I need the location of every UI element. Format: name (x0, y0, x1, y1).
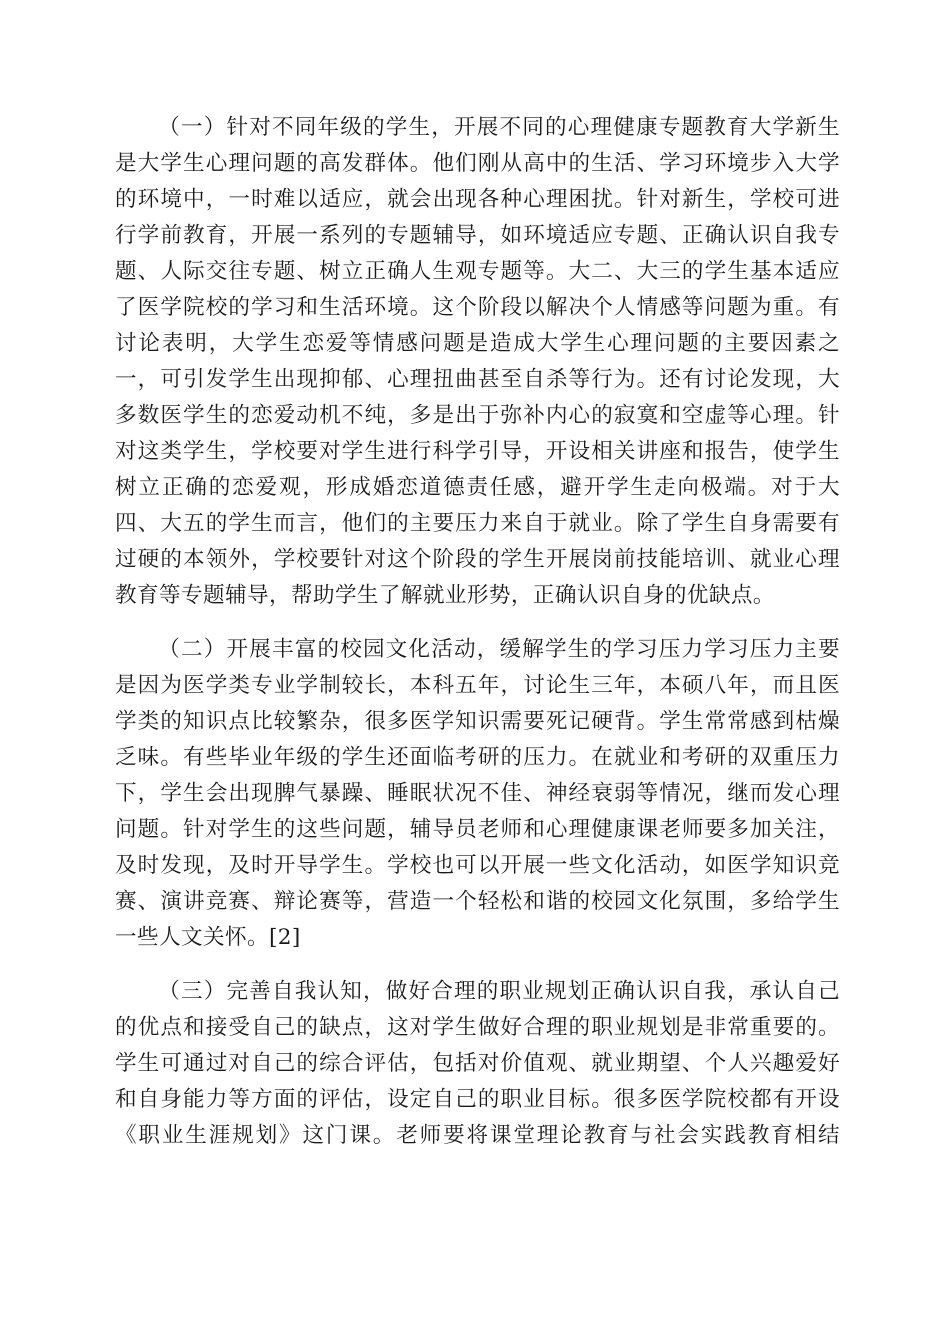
paragraph-1 (115, 110, 840, 614)
text-line: 和自身能力等方面的评估，设定自己的职业目标。很多医学院校都有开设 (115, 1087, 840, 1112)
text-line: 对这类学生，学校要对学生进行科学引导，开设相关讲座和报告，使学生 (115, 439, 840, 464)
text-line: 学生可通过对自己的综合评估，包括对价值观、就业期望、个人兴趣爱好 (115, 1051, 840, 1076)
paragraph-2 (115, 632, 840, 956)
text-line: 及时发现，及时开导学生。学校也可以开展一些文化活动，如医学知识竞 (115, 853, 840, 878)
text-line: 题、人际交往专题、树立正确人生观专题等。大二、大三的学生基本适应 (115, 259, 840, 284)
text-line: 教育等专题辅导，帮助学生了解就业形势，正确认识自身的优缺点。 (115, 583, 775, 608)
text-line: 学类的知识点比较繁杂，很多医学知识需要死记硬背。学生常常感到枯燥 (115, 709, 840, 734)
text-line: 的优点和接受自己的缺点，这对学生做好合理的职业规划是非常重要的。 (115, 1015, 840, 1040)
text-line: 行学前教育，开展一系列的专题辅导，如环境适应专题、正确认识自我专 (115, 223, 840, 248)
document-page (115, 110, 840, 1172)
text-line: 问题。针对学生的这些问题，辅导员老师和心理健康课老师要多加关注， (115, 817, 840, 842)
text-line: 赛、演讲竞赛、辩论赛等，营造一个轻松和谐的校园文化氛围，多给学生 (115, 889, 840, 914)
text-line: 四、大五的学生而言，他们的主要压力来自于就业。除了学生自身需要有 (115, 511, 840, 536)
text-line: （三）完善自我认知，做好合理的职业规划正确认识自我，承认自己 (158, 979, 840, 1004)
text-line: 一，可引发学生出现抑郁、心理扭曲甚至自杀等行为。还有讨论发现，大 (115, 367, 840, 392)
text-line: 的环境中，一时难以适应，就会出现各种心理困扰。针对新生，学校可进 (115, 187, 840, 212)
text-line: 一些人文关怀。[2] (115, 925, 301, 950)
text-line: 是因为医学类专业学制较长，本科五年，讨论生三年，本硕八年，而且医 (115, 673, 840, 698)
text-line: 讨论表明，大学生恋爱等情感问题是造成大学生心理问题的主要因素之 (115, 331, 840, 356)
text-line: 《职业生涯规划》这门课。老师要将课堂理论教育与社会实践教育相结 (115, 1123, 840, 1148)
text-line: （二）开展丰富的校园文化活动，缓解学生的学习压力学习压力主要 (158, 637, 840, 662)
text-line: 多数医学生的恋爱动机不纯，多是出于弥补内心的寂寞和空虚等心理。针 (115, 403, 840, 428)
text-line: 了医学院校的学习和生活环境。这个阶段以解决个人情感等问题为重。有 (115, 295, 840, 320)
text-line: 树立正确的恋爱观，形成婚恋道德责任感，避开学生走向极端。对于大 (115, 475, 840, 500)
text-line: 下，学生会出现脾气暴躁、睡眠状况不佳、神经衰弱等情况，继而发心理 (115, 781, 840, 806)
text-line: 过硬的本领外，学校要针对这个阶段的学生开展岗前技能培训、就业心理 (115, 547, 840, 572)
paragraph-3 (115, 974, 840, 1154)
text-line: 是大学生心理问题的高发群体。他们刚从高中的生活、学习环境步入大学 (115, 151, 840, 176)
text-line: 乏味。有些毕业年级的学生还面临考研的压力。在就业和考研的双重压力 (115, 745, 840, 770)
text-line: （一）针对不同年级的学生，开展不同的心理健康专题教育大学新生 (158, 115, 840, 140)
